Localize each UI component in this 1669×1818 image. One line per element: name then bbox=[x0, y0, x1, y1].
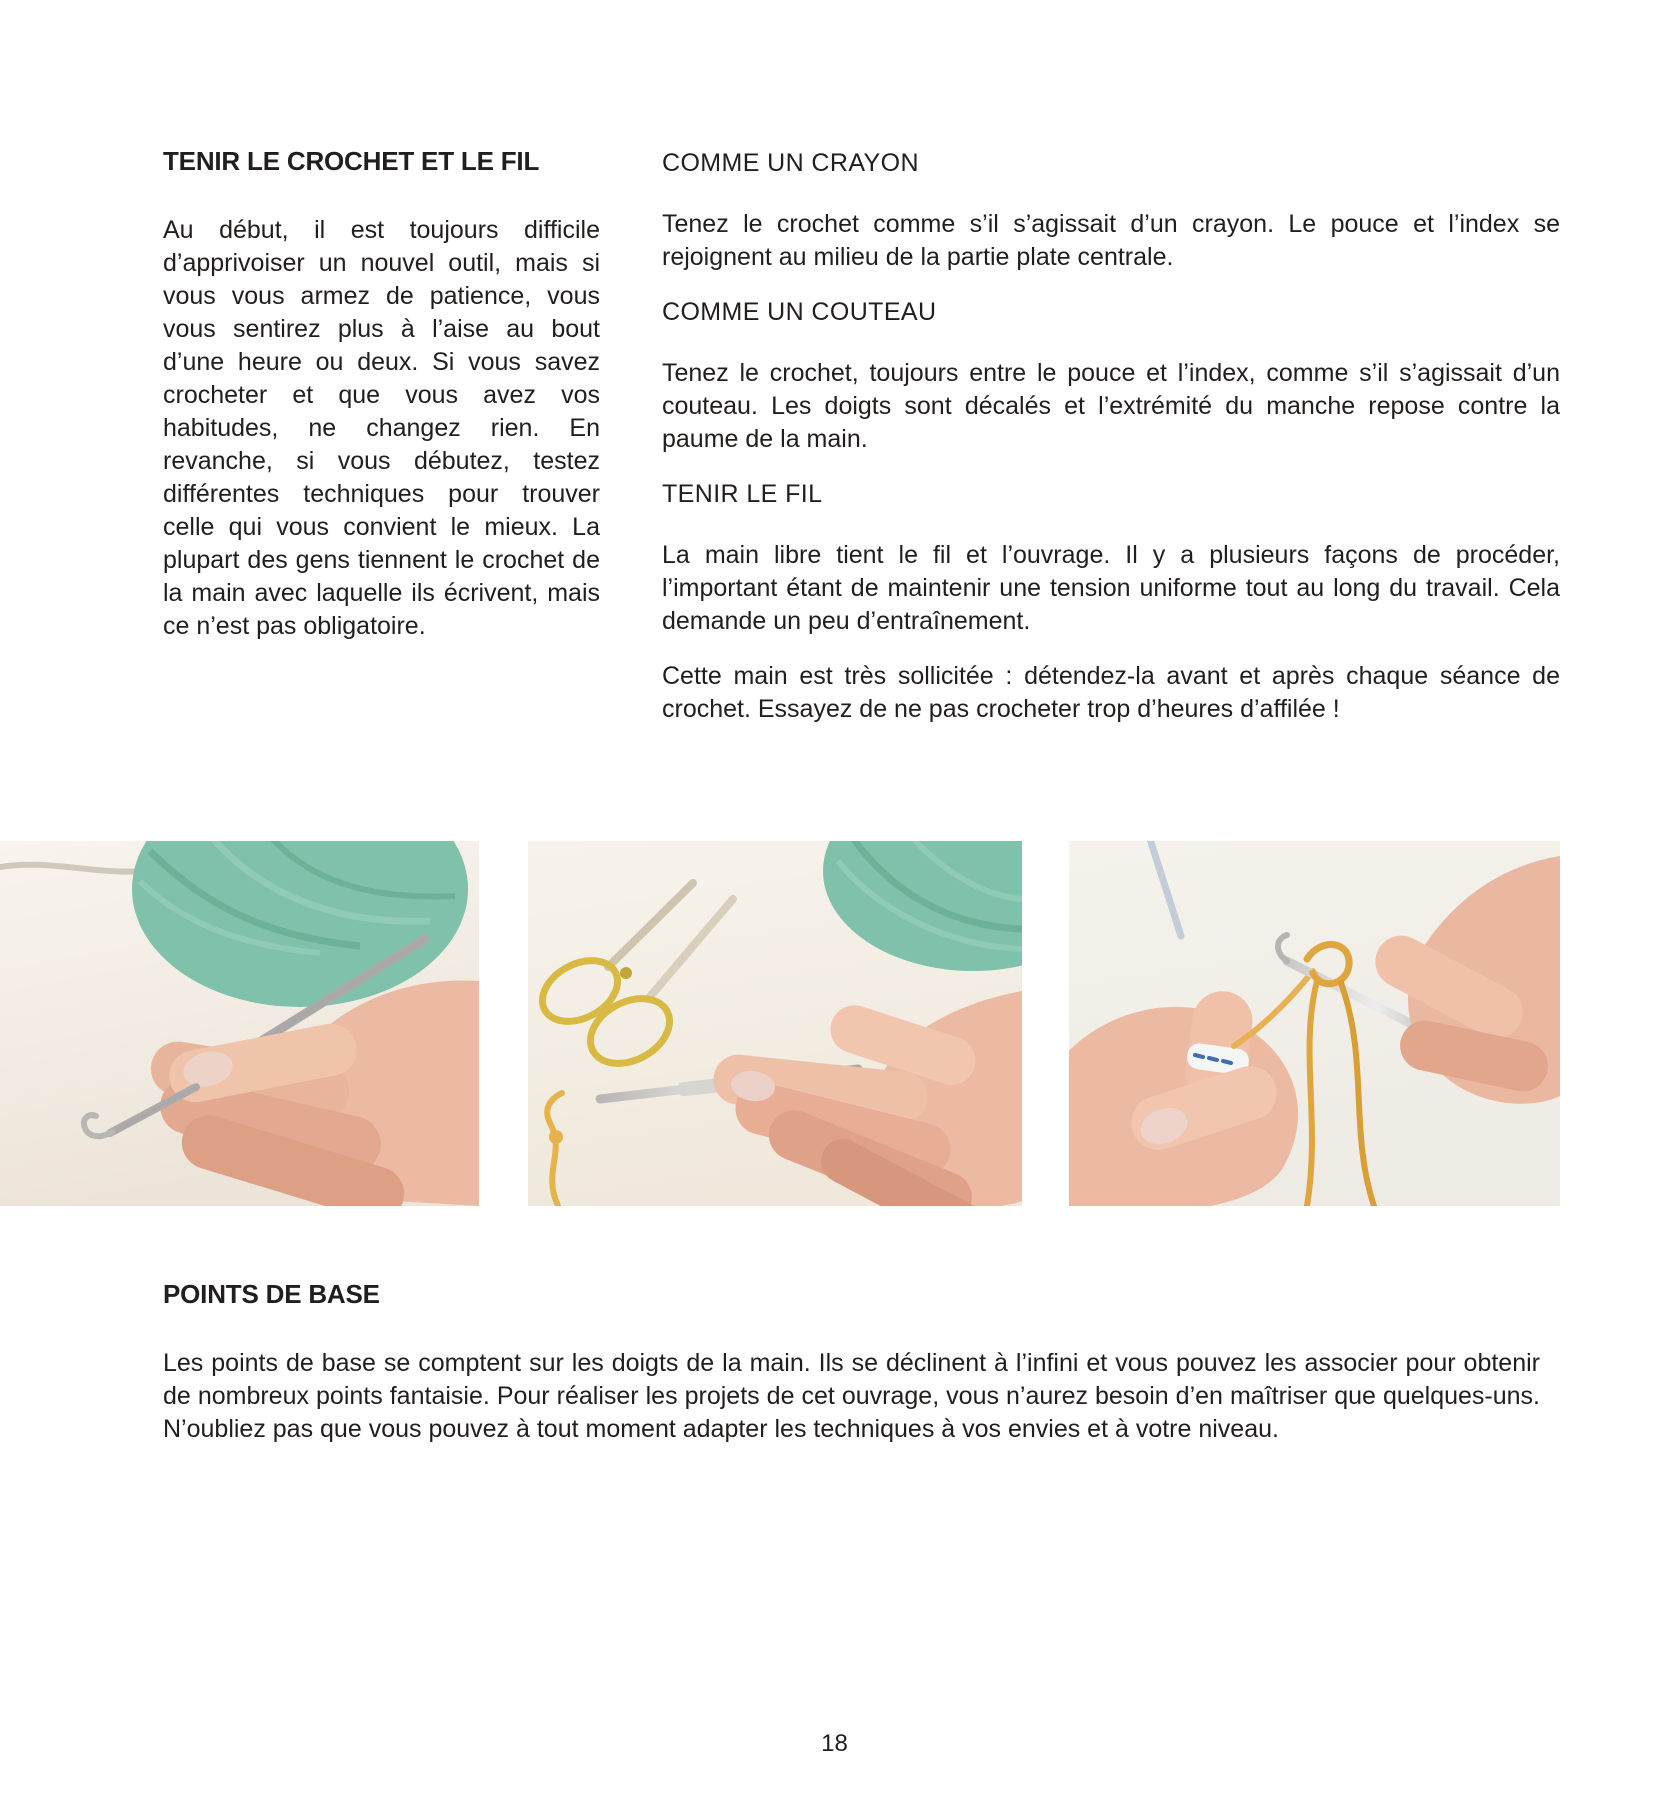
heading-tenir-le-crochet: TENIR LE CROCHET ET LE FIL bbox=[163, 146, 540, 176]
paragraph-couteau: Tenez le crochet, toujours entre le pouce et l’index, comme s’il s’agissait d’un couteau. Les doigts sont décalés et l’extrémité du manche repose contre la paume de la main. bbox=[662, 359, 1560, 453]
section-comme-un-crayon bbox=[662, 147, 1560, 274]
subheading-tenir-le-fil: TENIR LE FIL bbox=[662, 480, 823, 508]
subheading-comme-un-crayon: COMME UN CRAYON bbox=[662, 149, 919, 177]
paragraph-crayon: Tenez le crochet comme s’il s’agissait d’un crayon. Le pouce et l’index se rejoignent au milieu de la partie plate centrale. bbox=[662, 210, 1560, 271]
photo-holding-yarn-illustration bbox=[1069, 841, 1560, 1206]
heading-points-de-base: POINTS DE BASE bbox=[163, 1279, 380, 1309]
photo-hook-like-pencil bbox=[0, 841, 479, 1206]
right-column bbox=[662, 147, 1560, 748]
paragraph-points-de-base: Les points de base se comptent sur les doigts de la main. Ils se déclinent à l’infini et vous pouvez les associer pour obtenir de nombreux points fantaisie. Pour réaliser les projets de cet ouvrage, vous n’aurez besoin d’en maîtriser que quelques-uns. N’oubliez pas que vous pouvez à tout moment adapter les techniques à vos envies et à votre niveau. bbox=[163, 1349, 1540, 1443]
photo-hook-like-knife bbox=[528, 841, 1022, 1206]
paragraph-fil-1: La main libre tient le fil et l’ouvrage. Il y a plusieurs façons de procéder, l’important étant de maintenir une tension uniforme tout au long du travail. Cela demande un peu d’entraînement. bbox=[662, 541, 1560, 635]
photo-hook-like-pencil-illustration bbox=[0, 841, 479, 1206]
photo-hook-like-knife-illustration bbox=[528, 841, 1022, 1206]
left-column bbox=[163, 145, 600, 643]
subheading-comme-un-couteau: COMME UN COUTEAU bbox=[662, 298, 937, 326]
section-tenir-le-fil bbox=[662, 478, 1560, 726]
section-comme-un-couteau bbox=[662, 296, 1560, 456]
paragraph-intro: Au début, il est toujours difficile d’apprivoiser un nouvel outil, mais si vous vous armez de patience, vous vous sentirez plus à l’aise au bout d’une heure ou deux. Si vous savez crocheter et que vous avez vos habitudes, ne changez rien. En revanche, si vous débutez, testez différentes techniques pour trouver celle qui vous convient le mieux. La plupart des gens tiennent le crochet de la main avec laquelle ils écrivent, mais ce n’est pas obligatoire. bbox=[163, 216, 600, 640]
photo-holding-yarn bbox=[1069, 841, 1560, 1206]
bottom-section bbox=[163, 1278, 1540, 1468]
page-number: 18 bbox=[821, 1730, 848, 1757]
paragraph-fil-2: Cette main est très sollicitée : détendez-la avant et après chaque séance de crochet. Essayez de ne pas crocheter trop d’heures d’affilée ! bbox=[662, 662, 1560, 723]
